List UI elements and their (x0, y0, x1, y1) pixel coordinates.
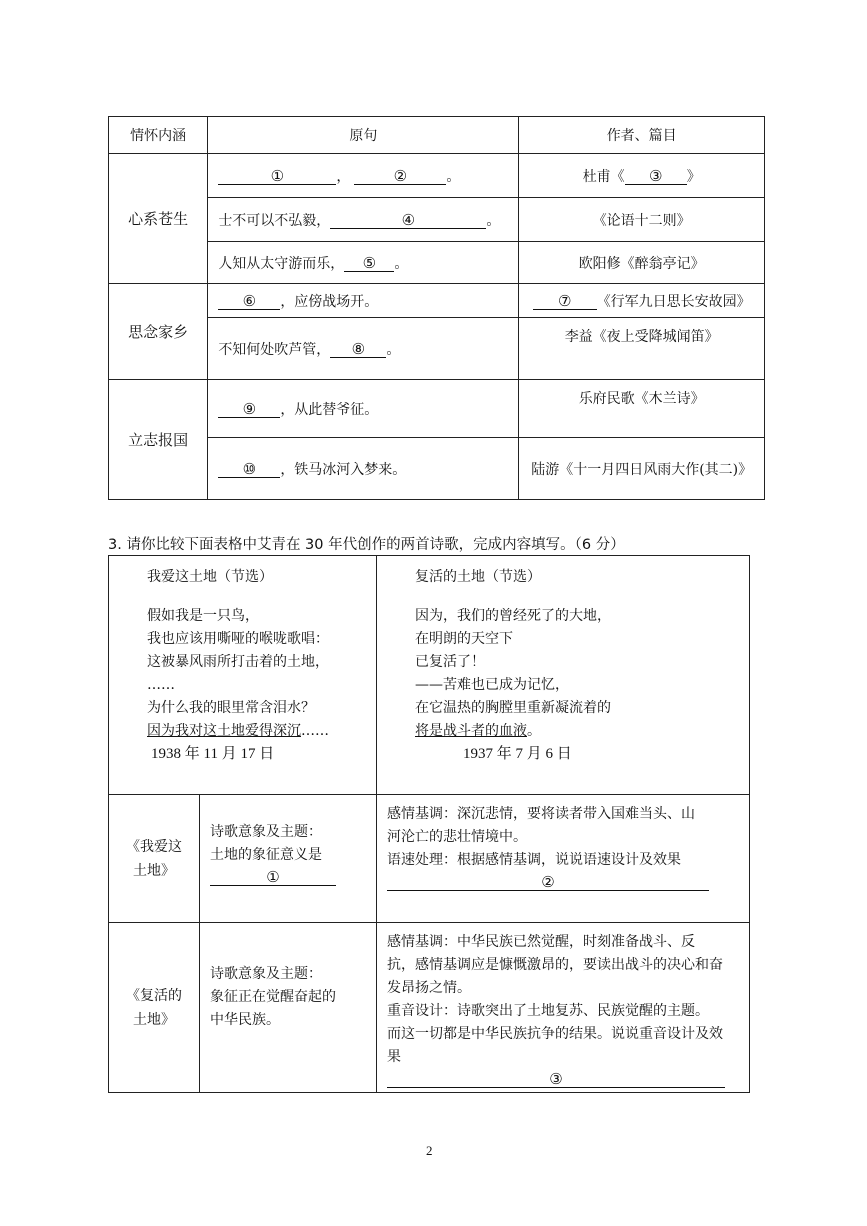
answer-blank-3[interactable]: ③ (625, 168, 687, 185)
table-row (109, 242, 765, 284)
poem-1-date: 1938 年 11 月 17 日 (151, 746, 275, 762)
underlined-line: 将是战斗者的血液 (415, 723, 527, 739)
table-row (109, 198, 765, 242)
poem-line: 为什么我的眼里常含泪水？ (147, 700, 315, 716)
poem-line: 这被暴风雨所打击着的土地， (147, 654, 329, 670)
poem-line: 我也应该用嘶哑的喉咙歌唱： (147, 631, 329, 647)
answer-blank-2[interactable]: ② (354, 168, 446, 185)
poem-line: 已复活了！ (415, 654, 485, 670)
poem-line: 因为，我们的曾经死了的大地， (415, 608, 611, 624)
category-cell: 心系苍生 (109, 154, 208, 284)
poem-1-cell (109, 556, 377, 795)
table-row (109, 318, 765, 380)
source-cell: 士不可以不弘毅， ④ 。 (208, 198, 519, 242)
table-row (109, 154, 765, 198)
answer-blank-q3-3[interactable]: ③ (387, 1071, 725, 1088)
answer-blank-5[interactable]: ⑤ (344, 255, 394, 272)
answer-blank-10[interactable]: ⑩ (218, 461, 280, 478)
poem-line: 假如我是一只鸟， (147, 608, 259, 624)
poem-2-title: 复活的土地（节选） (415, 569, 541, 585)
author-cell: ⑦ 《行军九日思长安故园》 (519, 284, 765, 318)
emotion-cell-2: 感情基调：中华民族已然觉醒，时刻准备战斗、反 抗，感情基调应是慷慨激昂的，要读出战斗的决心和奋 发昂扬之情。 重音设计：诗歌突出了土地复苏、民族觉醒的主题。 而这一切都是中华民族抗争的结果。说说重音设计及效 果 ③ (377, 923, 750, 1093)
source-cell: ⑩ ，铁马冰河入梦来。 (208, 438, 519, 500)
poem-comparison-table (108, 555, 750, 1093)
answer-blank-7[interactable]: ⑦ (533, 293, 597, 310)
author-cell: 欧阳修《醉翁亭记》 (519, 242, 765, 284)
poem-line: 在它温热的胸膛里重新凝流着的 (415, 700, 611, 716)
poem-2-cell (377, 556, 750, 795)
imagery-cell-1: 诗歌意象及主题： 土地的象征意义是 ① (200, 795, 377, 923)
header-source: 原句 (208, 117, 519, 154)
category-cell: 思念家乡 (109, 284, 208, 380)
author-cell: 李益《夜上受降城闻笛》 (519, 318, 765, 380)
answer-blank-4[interactable]: ④ (330, 212, 486, 229)
answer-blank-q3-1[interactable]: ① (210, 869, 336, 886)
author-cell: 杜甫《 ③ 》 (519, 154, 765, 198)
source-cell: 不知何处吹芦管， ⑧ 。 (208, 318, 519, 380)
row-label-1: 《我爱这 土地》 (109, 795, 200, 923)
answer-blank-9[interactable]: ⑨ (218, 401, 280, 418)
analysis-row-2 (109, 923, 750, 1093)
poem-line: …… (147, 677, 175, 693)
emotion-cell-1: 感情基调：深沉悲情，要将读者带入国难当头、山 河沦亡的悲壮情境中。 语速处理：根据感情基调，说说语速设计及效果 ② (377, 795, 750, 923)
page-number: 2 (426, 1143, 433, 1158)
poem-line: 将是战斗者的血液。 (415, 723, 541, 739)
header-category: 情怀内涵 (109, 117, 208, 154)
analysis-row-1 (109, 795, 750, 923)
row-label-2: 《复活的 土地》 (109, 923, 200, 1093)
source-cell: ① ， ② 。 (208, 154, 519, 198)
poem-line: ——苦难也已成为记忆， (415, 677, 569, 693)
poem-2-date: 1937 年 7 月 6 日 (463, 746, 572, 762)
underlined-line: 因为我对这土地爱得深沉 (147, 723, 301, 739)
category-cell: 立志报国 (109, 380, 208, 500)
question-3-prompt: 3. 请你比较下面表格中艾青在 30 年代创作的两首诗歌，完成内容填写。（6 分） (108, 537, 625, 553)
table-row (109, 284, 765, 318)
header-author: 作者、篇目 (519, 117, 765, 154)
source-cell: ⑥ ，应傍战场开。 (208, 284, 519, 318)
answer-blank-8[interactable]: ⑧ (330, 341, 386, 358)
poems-row (109, 556, 750, 795)
source-cell: ⑨ ，从此替爷征。 (208, 380, 519, 438)
poetry-fill-table (108, 116, 765, 500)
author-cell: 陆游《十一月四日风雨大作(其二)》 (519, 438, 765, 500)
answer-blank-q3-2[interactable]: ② (387, 874, 709, 891)
poem-line: 在明朗的天空下 (415, 631, 513, 647)
author-cell: 《论语十二则》 (519, 198, 765, 242)
source-cell: 人知从太守游而乐， ⑤ 。 (208, 242, 519, 284)
answer-blank-6[interactable]: ⑥ (218, 293, 280, 310)
poem-line: 因为我对这土地爱得深沉…… (147, 723, 329, 739)
author-cell: 乐府民歌《木兰诗》 (519, 380, 765, 438)
table-header-row (109, 117, 765, 154)
poem-1-title: 我爱这土地（节选） (147, 569, 273, 585)
table-row (109, 380, 765, 438)
imagery-cell-2: 诗歌意象及主题： 象征正在觉醒奋起的 中华民族。 (200, 923, 377, 1093)
answer-blank-1[interactable]: ① (218, 168, 336, 185)
table-row (109, 438, 765, 500)
